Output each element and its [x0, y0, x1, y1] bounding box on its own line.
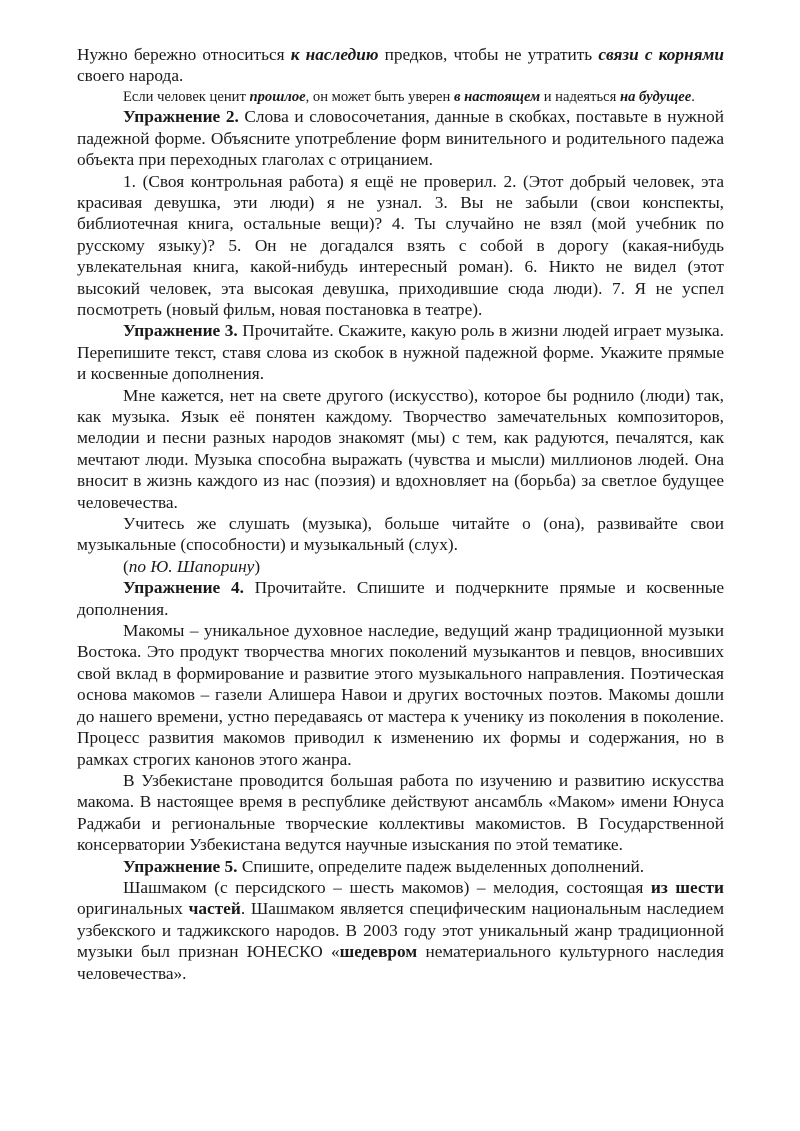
exercise-3-instruction: Прочитайте. Скажите, какую роль в жизни людей играет музыка. Перепишите текст, ставя слова из скобок в нужной падежной форме. Укажите прямые и косвенные дополнения. — [77, 321, 724, 384]
exercise-5-text: . Шашмаком является специфическим национальным наследием узбекского и таджикского народов. В 2003 году этот уникальный жанр традиционной музыки был признан ЮНЕСКО « — [77, 899, 724, 962]
exercise-5-text: Шашмаком (с персидского – шесть макомов) – мелодия, состоящая — [123, 877, 651, 897]
exercise-2-title: Упражнение 2. — [123, 107, 239, 127]
example-emphasis-past: прошлое — [249, 88, 306, 105]
intro-text: предков, чтобы не утратить — [378, 45, 599, 64]
example-text: , он может быть уверен — [305, 88, 454, 105]
example-text: . — [691, 88, 695, 105]
exercise-3-source-author: по Ю. Шапорину — [128, 556, 255, 576]
exercise-3-title: Упражнение 3. — [123, 321, 238, 341]
exercise-5-highlight-masterpiece: шедевром — [339, 942, 418, 962]
exercise-4-title: Упражнение 4. — [123, 578, 244, 598]
example-text: Если человек ценит — [123, 88, 250, 105]
intro-text: своего народа. — [77, 66, 184, 86]
exercise-3-heading — [77, 320, 724, 384]
exercise-5-title: Упражнение 5. — [123, 856, 238, 876]
intro-emphasis-heritage: к наследию — [290, 45, 379, 64]
exercise-3-paragraph-2: Учитесь же слушать (музыка), больше читайте о (она), развивайте свои музыкальные (способности) и музыкальный (слух). — [77, 514, 724, 555]
example-paragraph — [77, 88, 724, 107]
intro-emphasis-roots: связи с корнями — [598, 45, 724, 64]
exercise-5-text: нематериального культурного наследия человечества». — [77, 942, 724, 983]
exercise-4-paragraph-1: Макомы – уникальное духовное наследие, ведущий жанр традиционной музыки Востока. Это продукт творчества многих поколений музыкантов и певцов, вносивших свой вклад в формирование и развитие этого музыкального направления. Поэтическая основа макомов – газели Алишера Навои и других восточных поэтов. Макомы дошли до нашего времени, устно передаваясь от мастера к ученику из поколения в поколение. Процесс развития макомов приводил к изменению их формы и содержания, но в рамках строгих канонов этого жанра. — [77, 621, 724, 769]
exercise-4-paragraph-2: В Узбекистане проводится большая работа по изучению и развитию искусства макома. В настоящее время в республике действуют ансамбль «Маком» имени Юнуса Раджаби и региональные творческие коллективы макомистов. В Государственной консерватории Узбекистана ведутся научные изыскания по этой тематике. — [77, 770, 724, 855]
exercise-5-highlight-parts: частей — [188, 899, 241, 919]
exercise-3-source: (по Ю. Шапорину) — [123, 556, 261, 576]
exercise-4-instruction: Прочитайте. Спишите и подчеркните прямые и косвенные дополнения. — [77, 578, 724, 619]
exercise-3-paragraph-1: Мне кажется, нет на свете другого (искусство), которое бы роднило (люди) так, как музыка. Язык её понятен каждому. Творчество замечательных композиторов, мелодии и песни разных народов знакомят (мы) с тем, как радуются, печалятся, как мечтают люди. Музыка способна выражать (чувства и мысли) миллионов людей. Она вносит в жизнь каждого из нас (поэзия) и вдохновляет на (борьба) за светлое будущее человечества. — [77, 385, 724, 512]
example-emphasis-future: на будущее — [619, 88, 692, 105]
exercise-5-text: оригинальных — [77, 899, 189, 919]
intro-text: Нужно бережно относиться — [77, 45, 291, 64]
exercise-2-heading — [77, 106, 724, 170]
intro-paragraph — [77, 44, 724, 87]
example-emphasis-present: в настоящем — [453, 88, 541, 105]
exercise-5-heading — [77, 856, 724, 877]
exercise-5-paragraph — [77, 877, 724, 984]
exercise-2-instruction: Слова и словосочетания, данные в скобках, поставьте в нужной падежной форме. Объясните употребление форм винительного и родительного падежа объекта при переходных глаголах с отрицанием. — [77, 107, 724, 170]
example-text: и надеяться — [540, 88, 620, 105]
exercise-4-heading — [77, 577, 724, 620]
exercise-5-highlight-from-six: из шести — [650, 877, 724, 897]
exercise-2-text: 1. (Своя контрольная работа) я ещё не проверил. 2. (Этот добрый человек, эта красивая девушка, эти люди) я не узнал. 3. Вы не забыли (свои конспекты, библиотечная книга, остальные вещи)? 4. Ты случайно не взял (мой учебник по русскому языку)? 5. Он не догадался взять с собой в дорогу (какая-нибудь увлекательная книга, какой-нибудь интересный роман). 6. Никто не видел (этот высокий человек, эта высокая девушка, приходившие сюда люди). 7. Я не успел посмотреть (новый фильм, новая постановка в театре). — [77, 171, 724, 319]
exercise-5-instruction: Спишите, определите падеж выделенных дополнений. — [237, 856, 645, 876]
